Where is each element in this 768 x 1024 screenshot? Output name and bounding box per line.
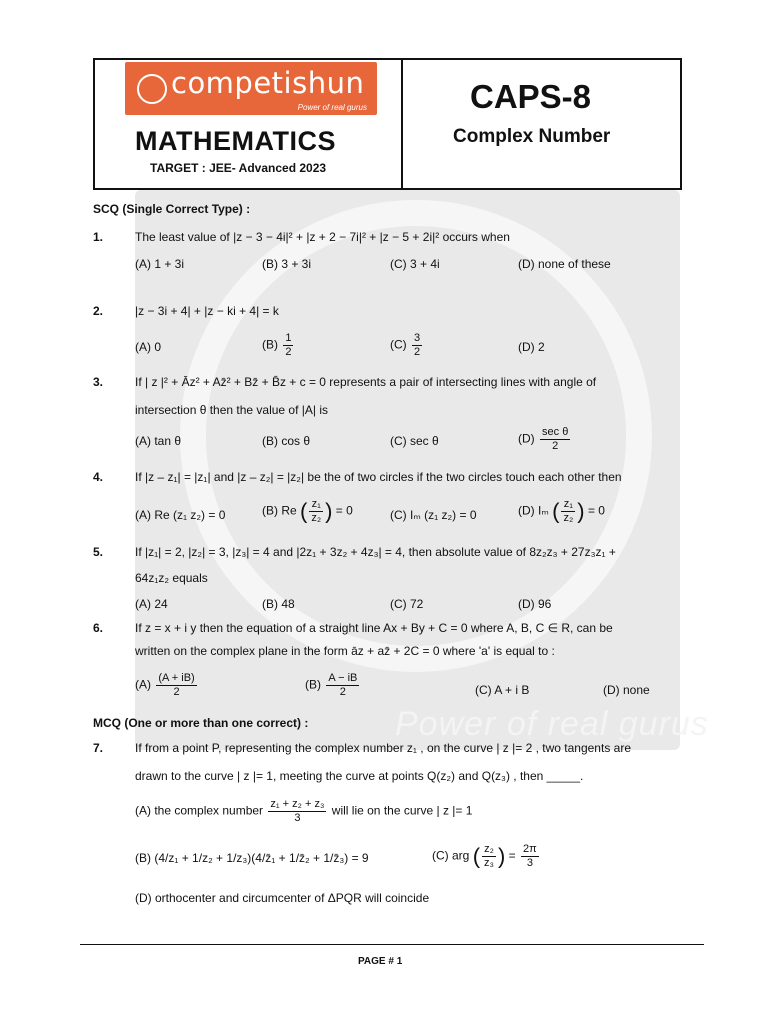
fraction-numerator: z₁ — [309, 498, 323, 512]
header-divider — [401, 60, 403, 188]
question-number: 5. — [93, 545, 104, 559]
fraction — [412, 332, 422, 359]
option-c: (C) 72 — [390, 597, 424, 611]
fraction-denominator: z₃ — [484, 857, 494, 869]
fraction-numerator: A − iB — [328, 672, 358, 684]
brand-tagline: Power of real gurus — [297, 103, 367, 112]
fraction-numerator: z₁ — [561, 498, 575, 512]
fraction-numerator: 1 — [285, 332, 292, 344]
fraction-numerator: z₁ + z₂ + z₃ — [270, 798, 325, 810]
option-b-suffix: = 0 — [335, 503, 353, 518]
option-d-label: (D) — [518, 431, 535, 446]
question-text-line1: If |z – z₁| = |z₁| and |z – z₂| = |z₂| be the of two circles if the two circles touch each other then — [135, 470, 622, 484]
fraction-denominator: 2 — [552, 440, 559, 452]
question-number: 1. — [93, 230, 104, 244]
fraction — [156, 672, 196, 699]
fraction — [540, 426, 570, 453]
option-d: (D) 96 — [518, 597, 552, 611]
option-a — [135, 672, 199, 699]
fraction — [268, 798, 326, 825]
fraction-denominator: 3 — [294, 812, 301, 824]
subject-title: MATHEMATICS — [135, 126, 336, 156]
option-a — [135, 798, 472, 825]
option-a: (A) 1 + 3i — [135, 257, 185, 271]
fraction — [326, 672, 359, 699]
option-a: (A) Re (z₁ z₂) = 0 — [135, 508, 226, 522]
fraction — [482, 843, 496, 870]
target-exam: TARGET : JEE- Advanced 2023 — [150, 161, 327, 175]
right-paren: ) — [577, 498, 585, 524]
option-c-label: (C) — [390, 337, 407, 352]
fraction-denominator: 3 — [526, 857, 533, 869]
option-c: (C) sec θ — [390, 434, 439, 448]
section-heading-mcq: MCQ (One or more than one correct) : — [93, 716, 309, 730]
fraction-numerator: sec θ — [542, 426, 569, 438]
question-text-line2: drawn to the curve | z |= 1, meeting the curve at points Q(z₂) and Q(z₃) , then _____. — [135, 769, 584, 783]
option-c — [390, 332, 424, 359]
sheet-code: CAPS-8 — [470, 78, 592, 115]
q2-expression: |z − 3i + 4| + |z − ki + 4| = k — [135, 304, 279, 318]
option-b-label: (B) — [305, 677, 321, 692]
option-b-label: (B) — [262, 337, 278, 352]
topic-title: Complex Number — [453, 126, 611, 147]
cyclist-icon — [137, 74, 167, 104]
fraction-numerator: (A + iB) — [158, 672, 195, 684]
question-text-line2: intersection θ then the value of |A| is — [135, 403, 329, 417]
question-text-line1: If z = x + i y then the equation of a straight line Ax + By + C = 0 where A, B, C ∈ R, can be — [135, 621, 613, 635]
option-a-label: (A) — [135, 677, 151, 692]
q1-expression: |z − 3 − 4i|² + |z + 2 − 7i|² + |z − 5 + 2i|² — [233, 230, 440, 244]
fraction-denominator: 2 — [173, 686, 180, 698]
option-d-label: (D) Iₘ — [518, 503, 549, 518]
option-b — [305, 672, 361, 699]
option-a-label: (A) the complex number — [135, 803, 264, 818]
page-number: PAGE # 1 — [358, 956, 403, 967]
fraction-denominator: 2 — [339, 686, 346, 698]
option-a: (A) tan θ — [135, 434, 182, 448]
fraction-denominator: 2 — [414, 346, 421, 358]
option-b — [262, 498, 353, 525]
question-text — [135, 230, 510, 244]
question-text-line1: If from a point P, representing the complex number z₁ , on the curve | z |= 2 , two tangents are — [135, 741, 631, 755]
left-paren: ( — [552, 498, 560, 524]
option-d — [518, 426, 572, 453]
option-b — [262, 332, 295, 359]
option-c: (C) 3 + 4i — [390, 257, 440, 271]
option-d: (D) none — [603, 683, 650, 697]
fraction — [309, 498, 323, 525]
question-text-line2: written on the complex plane in the form āz + az̄ + 2C = 0 where 'a' is equal to : — [135, 644, 555, 658]
option-b: (B) (4/z₁ + 1/z₂ + 1/z₃)(4/z̄₁ + 1/z̄₂ + 1/z̄₃) = 9 — [135, 851, 369, 865]
option-c-label: (C) arg — [432, 848, 470, 863]
watermark-tagline: Power of real gurus — [395, 705, 709, 743]
option-a: (A) 0 — [135, 340, 162, 354]
fraction-numerator: z₂ — [482, 843, 496, 857]
document-header — [93, 58, 682, 190]
question-number: 6. — [93, 621, 104, 635]
brand-logo — [125, 62, 377, 115]
fraction-numerator: 2π — [523, 843, 537, 855]
fraction-denominator: 2 — [285, 346, 292, 358]
option-a-suffix: will lie on the curve | z |= 1 — [331, 803, 473, 818]
fraction-denominator: z₂ — [563, 512, 574, 524]
option-d: (D) orthocenter and circumcenter of ΔPQR will coincide — [135, 891, 430, 905]
option-d: (D) 2 — [518, 340, 545, 354]
question-text-line1: If |z₁| = 2, |z₂| = 3, |z₃| = 4 and |2z₁ + 3z₂ + 4z₃| = 4, then absolute value of 8z₂z₃ + 27z₃z₁ + — [135, 545, 616, 559]
fraction — [521, 843, 539, 870]
question-number: 4. — [93, 470, 104, 484]
q1-text-pre: The least value of — [135, 230, 230, 244]
left-paren: ( — [472, 843, 481, 869]
fraction — [283, 332, 293, 359]
question-number: 3. — [93, 375, 104, 389]
fraction-numerator: 3 — [414, 332, 421, 344]
equals-sign: = — [508, 848, 516, 863]
option-c: (C) A + i B — [475, 683, 530, 697]
option-d-suffix: = 0 — [587, 503, 605, 518]
option-b-label: (B) Re — [262, 503, 297, 518]
right-paren: ) — [498, 843, 506, 869]
right-paren: ) — [325, 498, 333, 524]
question-number: 2. — [93, 304, 104, 318]
q1-text-post: occurs when — [442, 230, 510, 244]
question-text-line1: If | z |² + Āz² + Az̄² + Bz̄ + B̄z + c = 0 represents a pair of intersecting lines with angle of — [135, 375, 597, 389]
brand-name: competishun — [171, 66, 365, 100]
option-b: (B) 48 — [262, 597, 295, 611]
section-heading-scq: SCQ (Single Correct Type) : — [93, 202, 251, 216]
option-c: (C) Iₘ (z₁ z₂) = 0 — [390, 508, 477, 522]
fraction — [561, 498, 575, 525]
left-paren: ( — [300, 498, 308, 524]
option-d: (D) none of these — [518, 257, 611, 271]
option-b: (B) cos θ — [262, 434, 311, 448]
option-d — [518, 498, 605, 525]
footer-rule — [80, 944, 704, 945]
option-b: (B) 3 + 3i — [262, 257, 312, 271]
option-a: (A) 24 — [135, 597, 168, 611]
fraction-denominator: z₂ — [311, 512, 322, 524]
question-number: 7. — [93, 741, 104, 755]
option-c — [432, 843, 541, 870]
question-text-line2: 64z₁z₂ equals — [135, 571, 208, 585]
